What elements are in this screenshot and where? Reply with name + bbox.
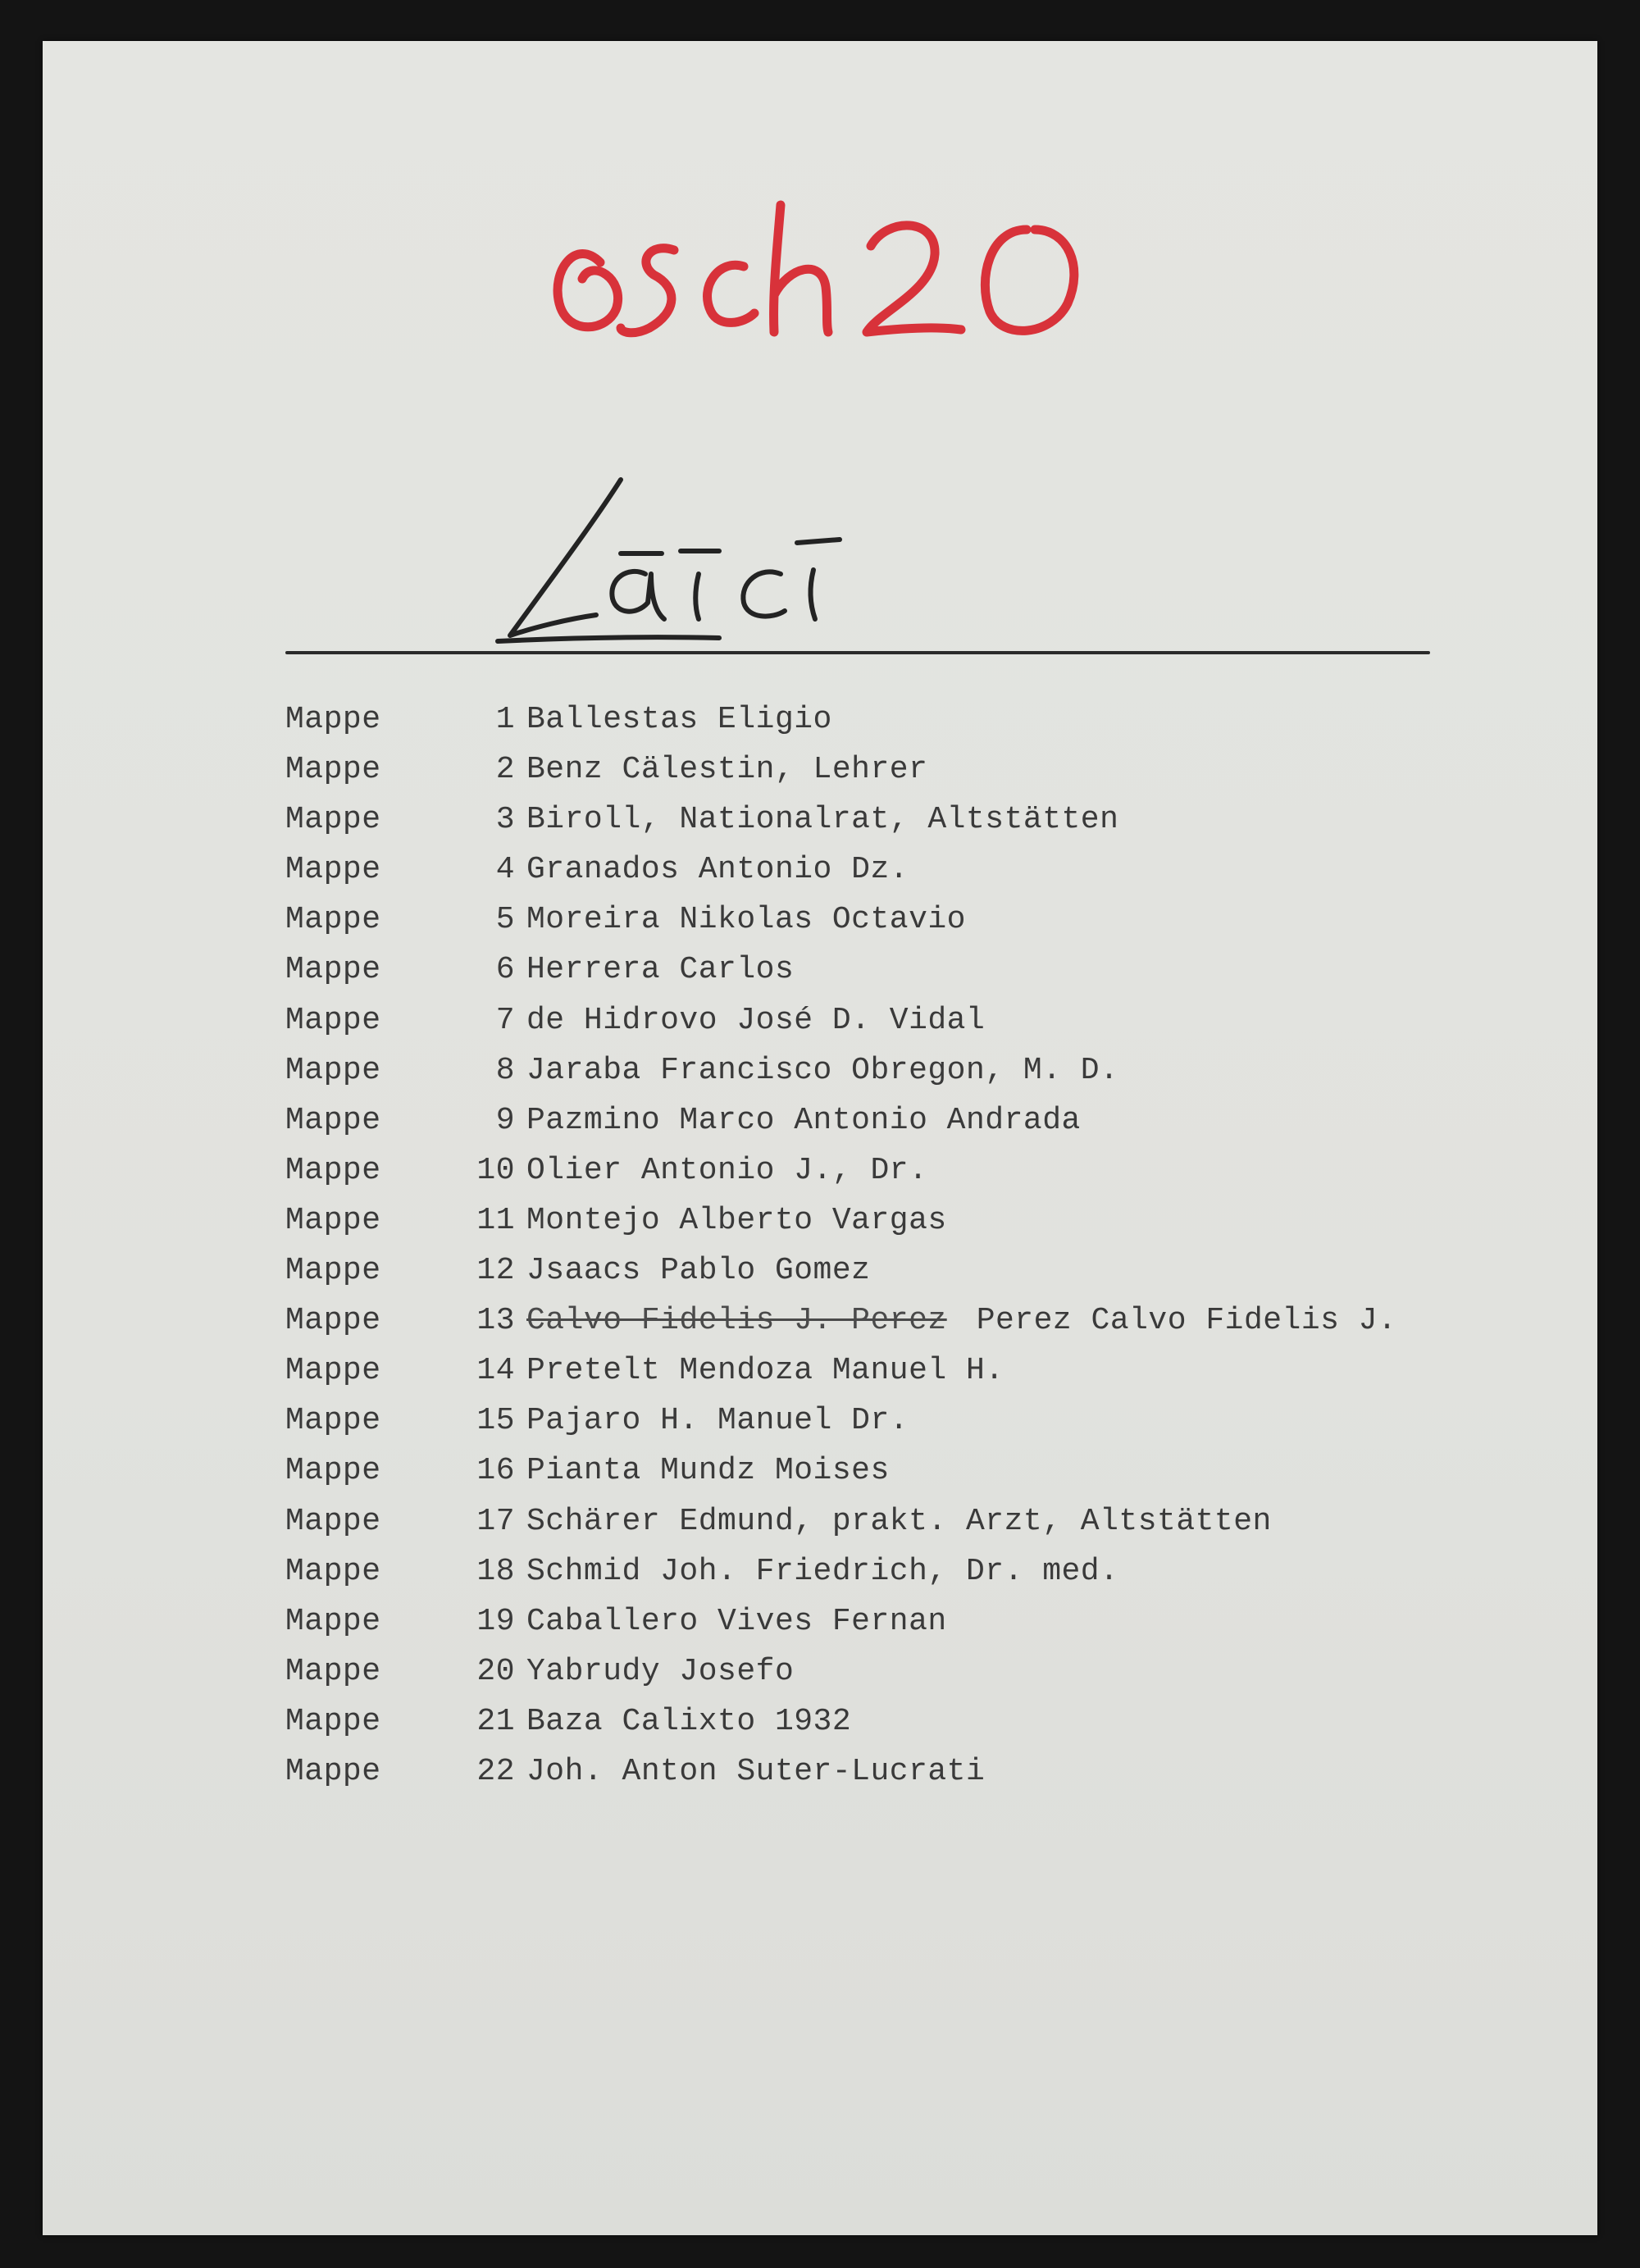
folder-name: Herrera Carlos: [526, 952, 795, 988]
folder-label: Mappe: [285, 1753, 381, 1789]
folder-number: 19: [476, 1603, 515, 1639]
folder-name: Baza Calixto 1932: [526, 1703, 852, 1739]
folder-label: Mappe: [285, 1503, 381, 1539]
folder-label: Mappe: [285, 752, 381, 788]
folder-number: 21: [476, 1703, 515, 1739]
folder-number: 8: [495, 1052, 515, 1088]
folder-name: Granados Antonio Dz.: [526, 852, 909, 888]
folder-name: Jaraba Francisco Obregon, M. D.: [526, 1052, 1119, 1088]
folder-number: 4: [495, 852, 515, 888]
folder-number: 5: [495, 902, 515, 938]
folder-number: 22: [476, 1753, 515, 1789]
folder-name: Benz Cälestin, Lehrer: [526, 752, 928, 788]
folder-number: 20: [476, 1653, 515, 1689]
folder-number: 12: [476, 1253, 515, 1289]
horizontal-rule: [285, 651, 1430, 654]
folder-label: Mappe: [285, 852, 381, 888]
folder-name: [526, 1303, 1396, 1338]
folder-number: 10: [476, 1152, 515, 1188]
folder-number: 9: [495, 1102, 515, 1138]
folder-number: 13: [476, 1303, 515, 1339]
folder-label: Mappe: [285, 902, 381, 938]
folder-name: Olier Antonio J., Dr.: [526, 1152, 928, 1188]
folder-name: Pajaro H. Manuel Dr.: [526, 1403, 909, 1439]
folder-name: Pretelt Mendoza Manuel H.: [526, 1353, 1004, 1389]
struck-out-name: Calvo Fidelis J. Perez: [526, 1303, 947, 1339]
folder-label: Mappe: [285, 1102, 381, 1138]
folder-label: Mappe: [285, 702, 381, 737]
folder-label: Mappe: [285, 952, 381, 988]
folder-name: Montejo Alberto Vargas: [526, 1202, 947, 1238]
folder-label: Mappe: [285, 1653, 381, 1689]
folder-label: Mappe: [285, 1253, 381, 1289]
handwritten-heading: [444, 451, 1002, 672]
folder-name: Joh. Anton Suter-Lucrati: [526, 1753, 986, 1789]
folder-number: 6: [495, 952, 515, 988]
folder-name: Schärer Edmund, prakt. Arzt, Altstätten: [526, 1503, 1272, 1539]
folder-label: Mappe: [285, 1202, 381, 1238]
folder-name: Yabrudy Josefo: [526, 1653, 795, 1689]
folder-name: Pianta Mundz Moises: [526, 1453, 890, 1489]
folder-label: Mappe: [285, 1703, 381, 1739]
folder-number: 3: [495, 802, 515, 838]
folder-label: Mappe: [285, 1002, 381, 1038]
folder-name: Ballestas Eligio: [526, 702, 832, 737]
folder-number: 7: [495, 1002, 515, 1038]
folder-label: Mappe: [285, 1303, 381, 1339]
folder-name: Schmid Joh. Friedrich, Dr. med.: [526, 1553, 1119, 1589]
folder-number: 1: [495, 702, 515, 737]
folder-number: 14: [476, 1353, 515, 1389]
folder-number: 16: [476, 1453, 515, 1489]
folder-label: Mappe: [285, 1403, 381, 1439]
folder-number: 15: [476, 1403, 515, 1439]
folder-label: Mappe: [285, 1152, 381, 1188]
folder-number: 17: [476, 1503, 515, 1539]
red-handwritten-mark: [543, 172, 1117, 361]
folder-number: 2: [495, 752, 515, 788]
folder-name: Moreira Nikolas Octavio: [526, 902, 966, 938]
document-page: [43, 41, 1597, 2235]
folder-number: 18: [476, 1553, 515, 1589]
folder-name: Biroll, Nationalrat, Altstätten: [526, 802, 1119, 838]
folder-label: Mappe: [285, 1052, 381, 1088]
folder-name: Jsaacs Pablo Gomez: [526, 1253, 871, 1289]
folder-label: Mappe: [285, 1553, 381, 1589]
folder-name: de Hidrovo José D. Vidal: [526, 1002, 986, 1038]
folder-label: Mappe: [285, 1353, 381, 1389]
folder-label: Mappe: [285, 1603, 381, 1639]
folder-number: 11: [476, 1202, 515, 1238]
folder-label: Mappe: [285, 1453, 381, 1489]
corrected-name: Perez Calvo Fidelis J.: [976, 1303, 1397, 1339]
folder-name: Pazmino Marco Antonio Andrada: [526, 1102, 1081, 1138]
folder-label: Mappe: [285, 802, 381, 838]
folder-name: Caballero Vives Fernan: [526, 1603, 947, 1639]
